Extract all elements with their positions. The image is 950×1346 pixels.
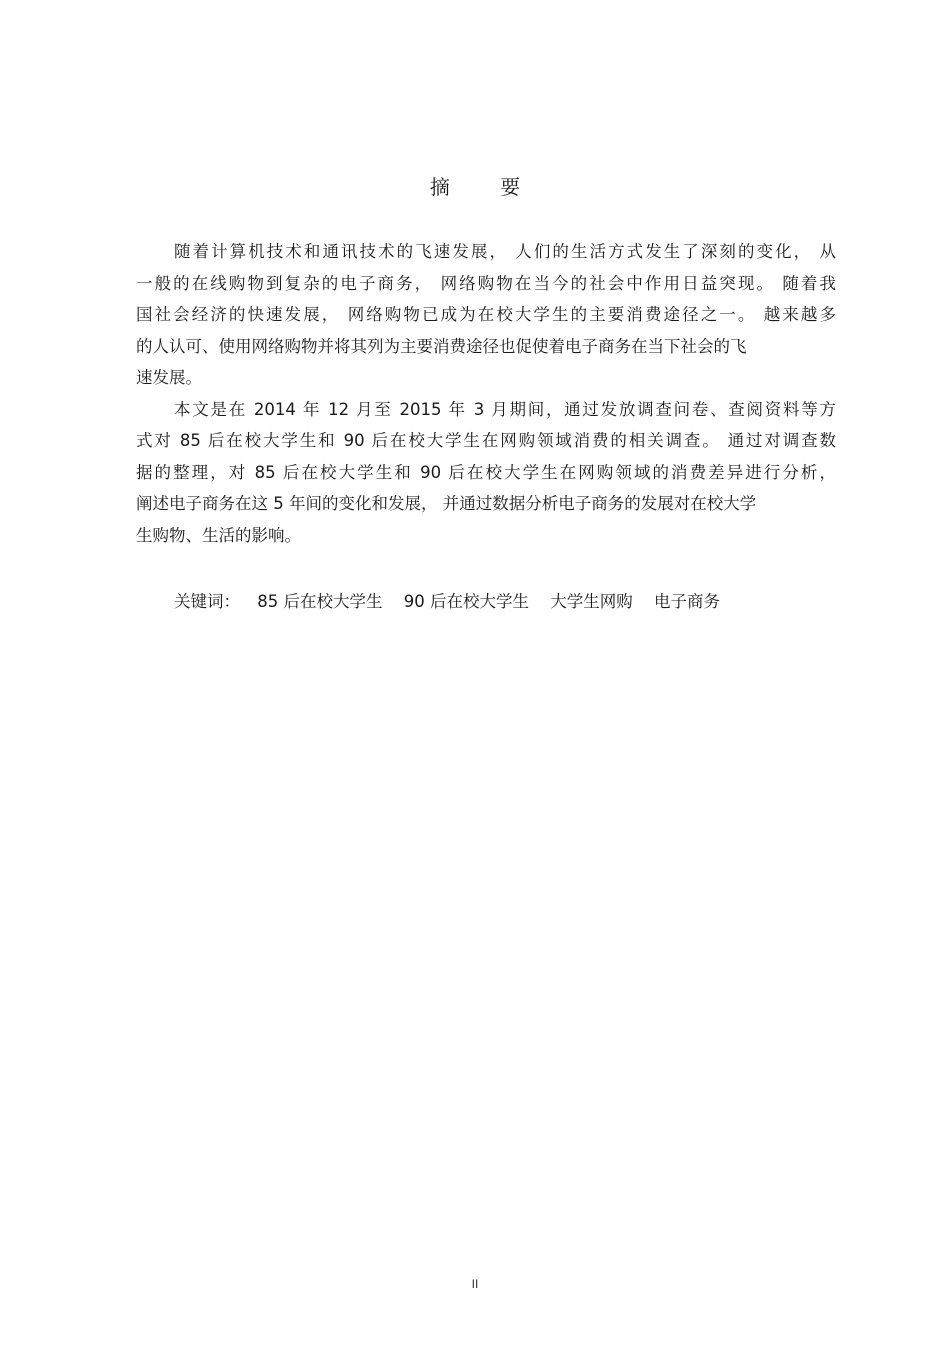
keyword-item: 电子商务 xyxy=(654,592,720,611)
paragraph-line: 本文是在 2014 年 12 月至 2015 年 3 月期间，通过发放调查问卷、查阅资料等方 xyxy=(174,399,836,419)
paragraph-line: 式对 85 后在校大学生和 90 后在校大学生在网购领域消费的相关调查。 通过对调查数 xyxy=(136,431,836,450)
abstract-body xyxy=(136,236,836,551)
paragraph-line: 一般的在线购物到复杂的电子商务， 网络购物在当今的社会中作用日益突现。 随着我 xyxy=(136,273,836,293)
paragraph-line: 生购物、生活的影响。 xyxy=(136,525,301,545)
paragraph-line: 随着计算机技术和通讯技术的飞速发展， 人们的生活方式发生了深刻的变化， 从 xyxy=(174,242,836,261)
paragraph-line: 国社会经济的快速发展， 网络购物已成为在校大学生的主要消费途径之一。 越来越多 xyxy=(136,305,836,324)
keyword-item: 大学生网购 xyxy=(550,592,633,611)
keyword-item: 85 后在校大学生 xyxy=(257,592,383,611)
paragraph-2 xyxy=(136,394,836,552)
keywords-label: 关键词： xyxy=(174,592,240,611)
abstract-title: 摘 要 xyxy=(429,175,543,199)
paragraph-line: 据的整理，对 85 后在校大学生和 90 后在校大学生在网购领域的消费差异进行分析， xyxy=(136,462,836,482)
paragraph-1 xyxy=(136,236,836,394)
paragraph-line: 速发展。 xyxy=(136,368,202,387)
paragraph-line: 的人认可、使用网络购物并将其列为主要消费途径也促使着电子商务在当下社会的飞 xyxy=(136,336,747,356)
page-number: II xyxy=(471,1277,479,1291)
keyword-item: 90 后在校大学生 xyxy=(403,592,529,611)
keywords-line xyxy=(174,587,736,617)
paragraph-line: 阐述电子商务在这 5 年间的变化和发展， 并通过数据分析电子商务的发展对在校大学 xyxy=(136,494,757,513)
